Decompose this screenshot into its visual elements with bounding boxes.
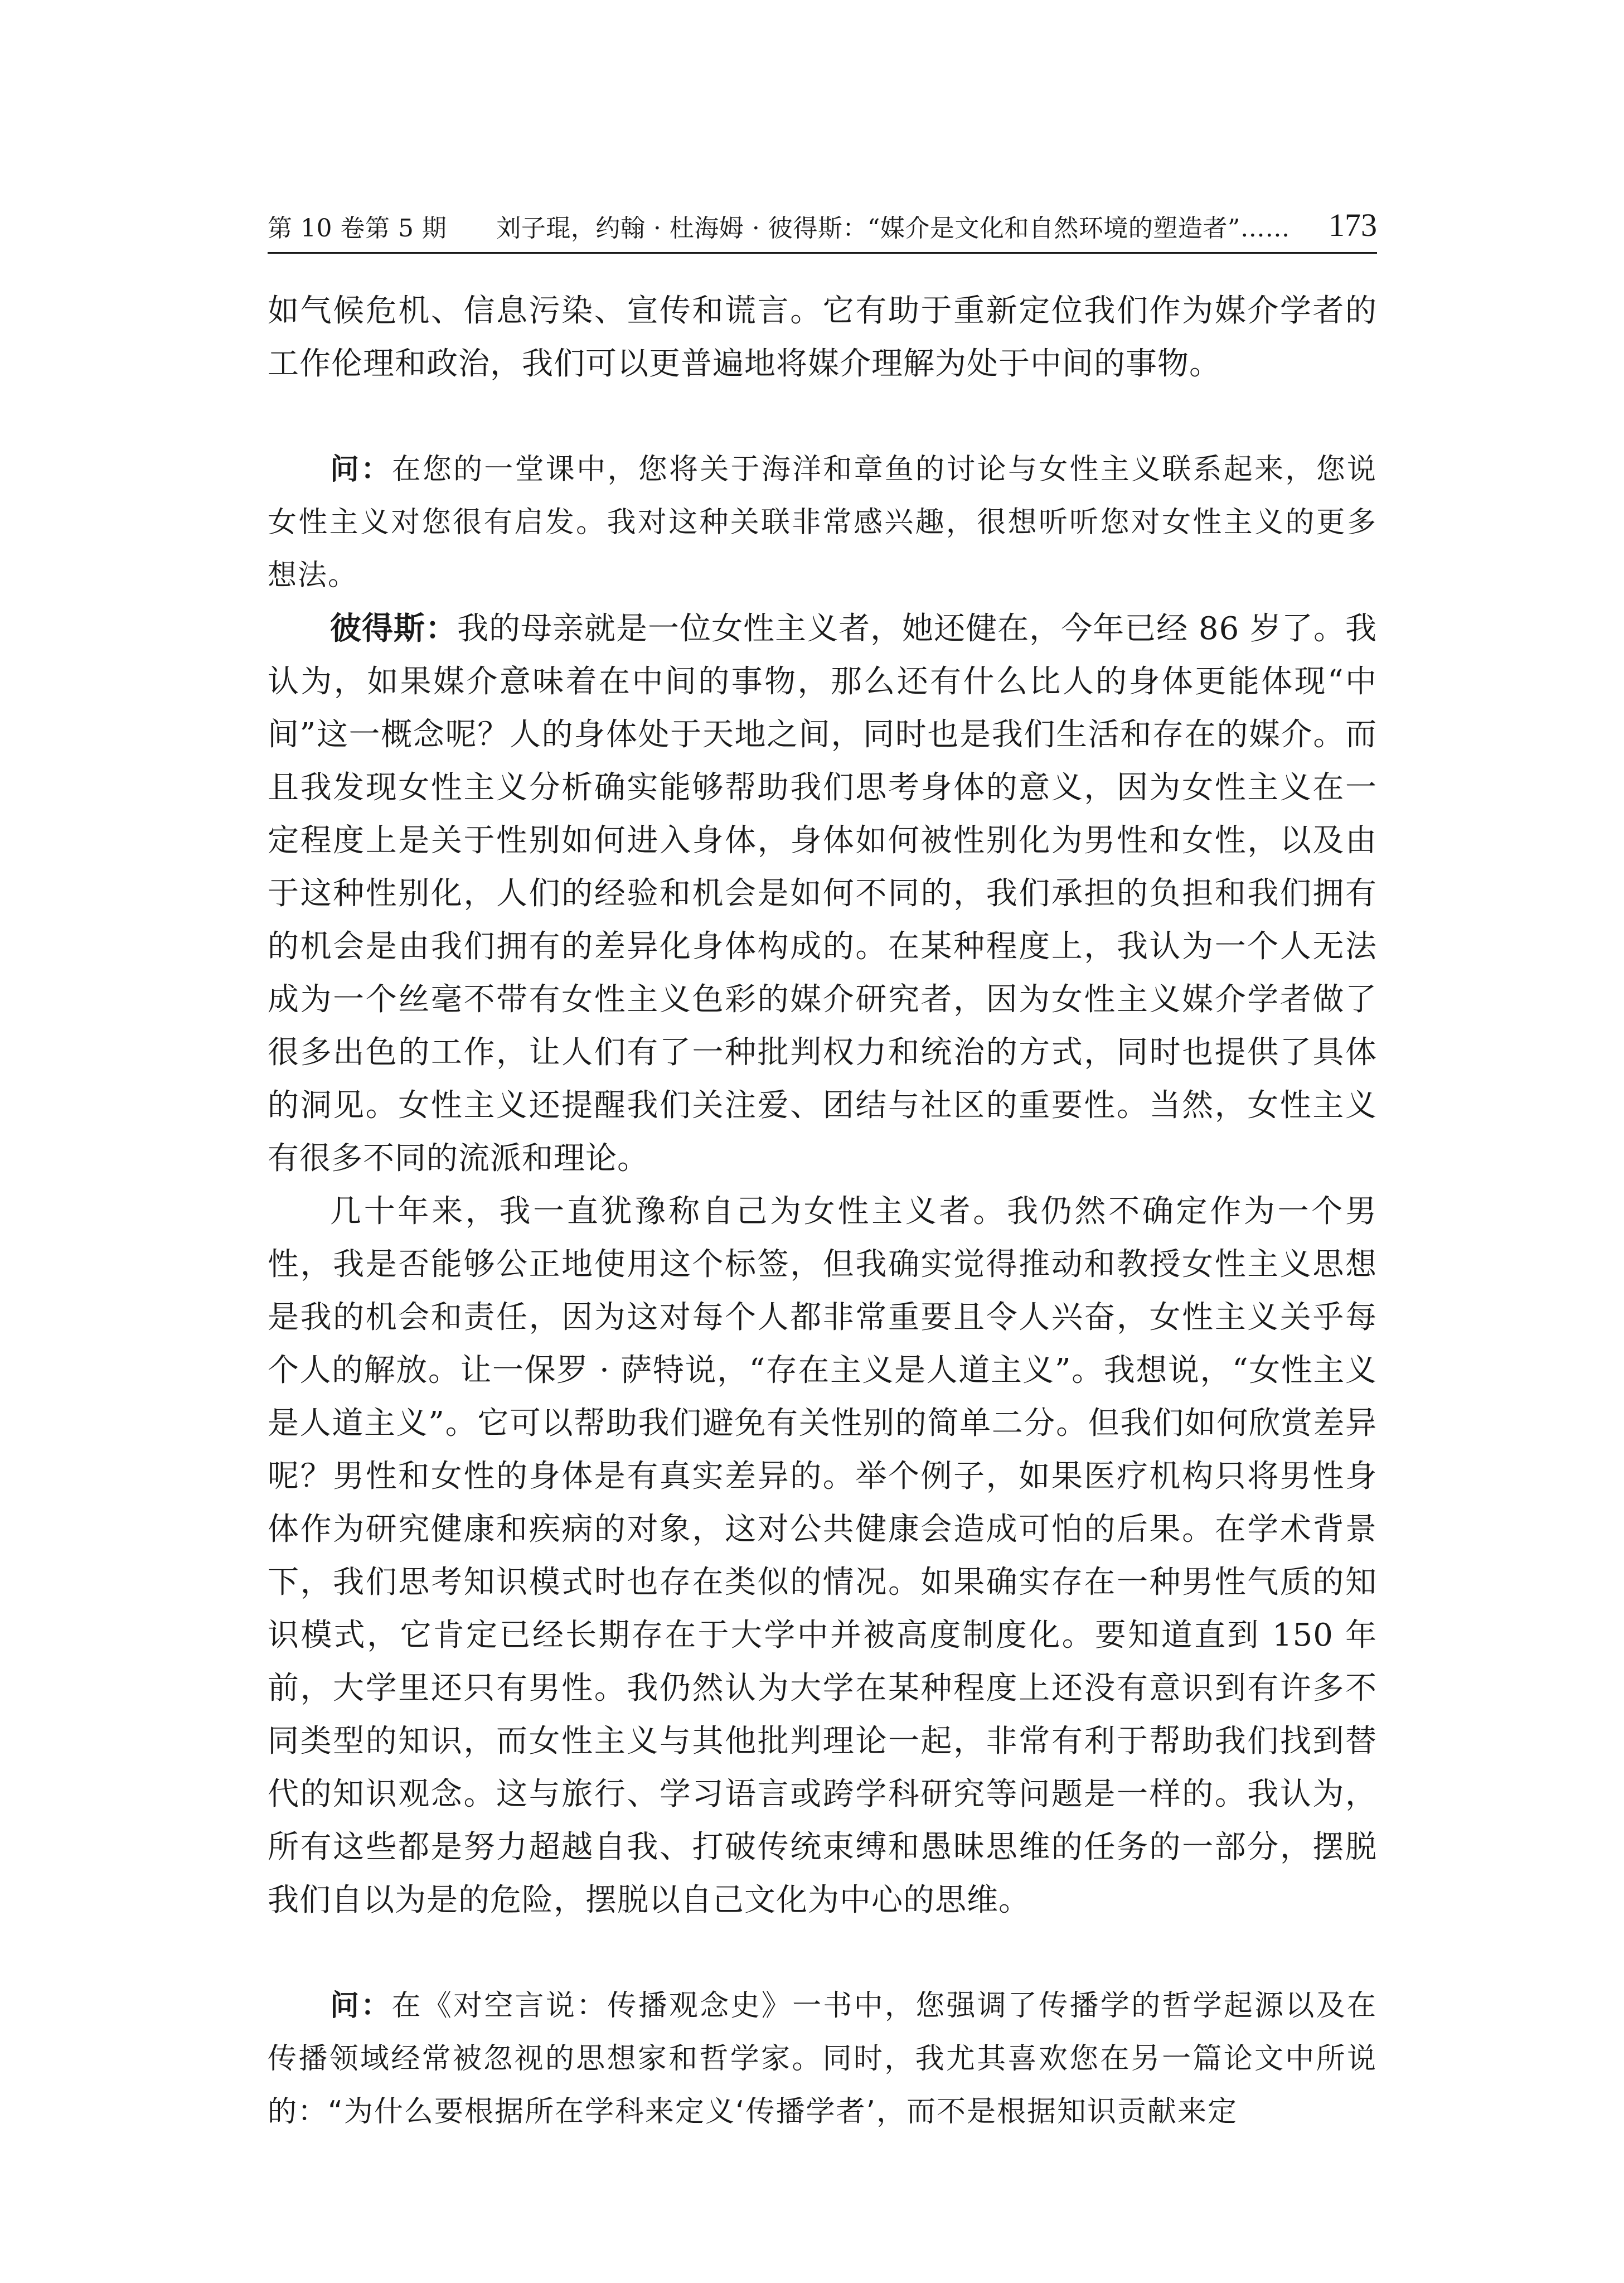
running-head [268, 206, 1377, 251]
answer-paragraph [268, 602, 1377, 1185]
article-body [268, 284, 1377, 2139]
speaker-label-question: 问： [330, 1989, 392, 2023]
paragraph-continuation [268, 284, 1377, 390]
paragraph-text: 如气候危机、信息污染、宣传和谎言。它有助于重新定位我们作为媒介学者的工作伦理和政治，我们可以更普遍地将媒介理解为处于中间的事物。 [268, 293, 1377, 382]
page-number: 173 [1329, 207, 1377, 243]
running-head-text: 第 10 卷第 5 期 刘子琨，约翰 · 杜海姆 · 彼得斯：“媒介是文化和自然环境的塑造者”…… [268, 214, 1290, 243]
answer-text: 几十年来，我一直犹豫称自己为女性主义者。我仍然不确定作为一个男性，我是否能够公正地使用这个标签，但我确实觉得推动和教授女性主义思想是我的机会和责任，因为这对每个人都非常重要且令人兴奋，女性主义关乎每个人的解放。让一保罗 · 萨特说，“存在主义是人道主义”。我想说，“女性主义是人道主义”。它可以帮助我们避免有关性别的简单二分。但我们如何欣赏差异呢？男性和女性的身体是有真实差异的。举个例子，如果医疗机构只将男性身体作为研究健康和疾病的对象，这对公共健康会造成可怕的后果。在学术背景下，我们思考知识模式时也存在类似的情况。如果确实存在一种男性气质的知识模式，它肯定已经长期存在于大学中并被高度制度化。要知道直到 150 年前，大学里还只有男性。我仍然认为大学在某种程度上还没有意识到有许多不同类型的知识，而女性主义与其他批判理论一起，非常有利于帮助我们找到替代的知识观念。这与旅行、学习语言或跨学科研究等问题是一样的。我认为，所有这些都是努力超越自我、打破传统束缚和愚昧思维的任务的一部分，摆脱我们自以为是的危险，摆脱以自己文化为中心的思维。 [268, 1193, 1377, 1918]
question-text: 在您的一堂课中，您将关于海洋和章鱼的讨论与女性主义联系起来，您说女性主义对您很有启发。我对这种关联非常感兴趣，很想听听您对女性主义的更多想法。 [268, 453, 1377, 592]
speaker-label-peters: 彼得斯： [330, 611, 458, 647]
question-paragraph [268, 443, 1377, 602]
answer-text: 我的母亲就是一位女性主义者，她还健在，今年已经 86 岁了。我认为，如果媒介意味着在中间的事物，那么还有什么比人的身体更能体现“中间”这一概念呢？人的身体处于天地之间，同时也是我们生活和存在的媒介。而且我发现女性主义分析确实能够帮助我们思考身体的意义，因为女性主义在一定程度上是关于性别如何进入身体，身体如何被性别化为男性和女性，以及由于这种性别化，人们的经验和机会是如何不同的，我们承担的负担和我们拥有的机会是由我们拥有的差异化身体构成的。在某种程度上，我认为一个人无法成为一个丝毫不带有女性主义色彩的媒介研究者，因为女性主义媒介学者做了很多出色的工作，让人们有了一种批判权力和统治的方式，同时也提供了具体的洞见。女性主义还提醒我们关注爱、团结与社区的重要性。当然，女性主义有很多不同的流派和理论。 [268, 611, 1378, 1177]
header-rule [268, 252, 1377, 254]
answer-paragraph [268, 1185, 1377, 1927]
speaker-label-question: 问： [330, 453, 392, 486]
question-text: 在《对空言说：传播观念史》一书中，您强调了传播学的哲学起源以及在传播领域经常被忽视的思想家和哲学家。同时，我尤其喜欢您在另一篇论文中所说的：“为什么要根据所在学科来定义‘传播学者’，而不是根据知识贡献来定 [268, 1989, 1377, 2129]
question-paragraph [268, 1980, 1377, 2139]
